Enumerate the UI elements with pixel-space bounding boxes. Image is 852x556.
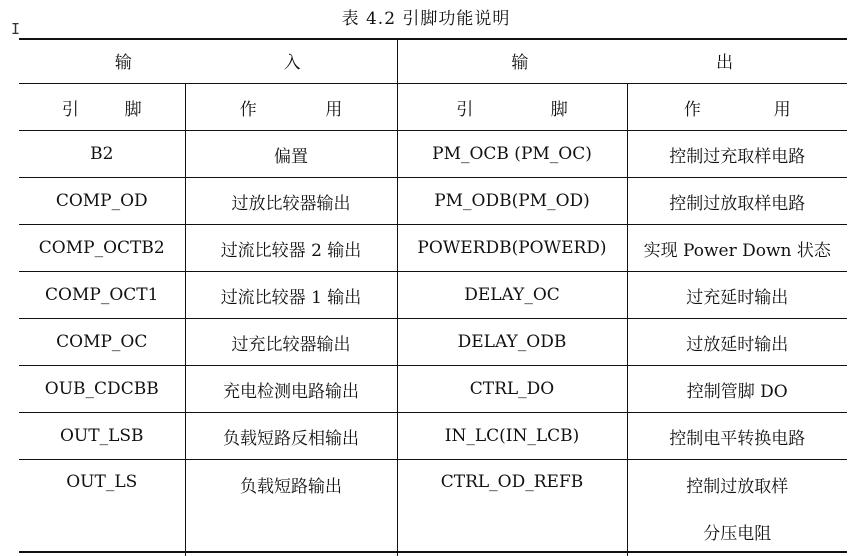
- table-bottom-rule: [19, 551, 847, 553]
- output-function-cell: 实现 Power Down 状态: [627, 225, 847, 272]
- input-function-cell: 充电检测电路输出: [185, 366, 397, 413]
- header-output-pin: [397, 84, 627, 131]
- header-char: 引: [62, 95, 79, 120]
- table-row: [19, 319, 847, 366]
- table-row: [19, 225, 847, 272]
- header-input-pin: [19, 84, 185, 131]
- output-function-cell: [627, 460, 847, 556]
- output-function-cell: 控制过充取样电路: [627, 131, 847, 178]
- input-function-cell: 负载短路输出: [185, 460, 397, 556]
- output-function-cell: 控制管脚 DO: [627, 366, 847, 413]
- input-pin-cell: COMP_OC: [19, 319, 185, 366]
- header-row-group: [19, 38, 847, 84]
- table-row: [19, 366, 847, 413]
- header-input: [19, 38, 397, 84]
- header-char: 用: [325, 95, 342, 120]
- input-function-cell: 过充比较器输出: [185, 319, 397, 366]
- output-function-cell: 控制电平转换电路: [627, 413, 847, 460]
- input-pin-cell: COMP_OCT1: [19, 272, 185, 319]
- header-char: 脚: [125, 95, 142, 120]
- output-function-cell: 过放延时输出: [627, 319, 847, 366]
- output-pin-cell: DELAY_OC: [397, 272, 627, 319]
- text-cursor-icon: I: [11, 20, 20, 38]
- header-char: 用: [774, 95, 791, 120]
- input-function-cell: 过流比较器 2 输出: [185, 225, 397, 272]
- output-pin-cell: PM_OCB (PM_OC): [397, 131, 627, 178]
- output-pin-cell: CTRL_DO: [397, 366, 627, 413]
- input-pin-cell: OUT_LSB: [19, 413, 185, 460]
- header-char: 作: [684, 95, 701, 120]
- header-output-char-2: 出: [716, 48, 733, 73]
- header-char: 脚: [551, 95, 568, 120]
- header-input-function: [185, 84, 397, 131]
- input-function-cell: 负载短路反相输出: [185, 413, 397, 460]
- input-function-cell: 偏置: [185, 131, 397, 178]
- input-function-cell: 过放比较器输出: [185, 178, 397, 225]
- input-pin-cell: OUB_CDCBB: [19, 366, 185, 413]
- output-function-line-2: 分压电阻: [628, 519, 848, 544]
- header-char: 作: [240, 95, 257, 120]
- header-output-char-1: 输: [511, 48, 528, 73]
- table-row: [19, 178, 847, 225]
- table-row: [19, 131, 847, 178]
- input-function-cell: 过流比较器 1 输出: [185, 272, 397, 319]
- input-pin-cell: COMP_OCTB2: [19, 225, 185, 272]
- input-pin-cell: OUT_LS: [19, 460, 185, 556]
- input-pin-cell: COMP_OD: [19, 178, 185, 225]
- header-output: [397, 38, 847, 84]
- output-pin-cell: POWERDB(POWERD): [397, 225, 627, 272]
- pin-function-table: [19, 38, 847, 556]
- table-row: [19, 413, 847, 460]
- header-row-columns: [19, 84, 847, 131]
- table-row: [19, 272, 847, 319]
- output-pin-cell: DELAY_ODB: [397, 319, 627, 366]
- output-function-cell: 过充延时输出: [627, 272, 847, 319]
- table-caption: 表 4.2 引脚功能说明: [0, 4, 852, 29]
- header-input-char-2: 入: [284, 48, 301, 73]
- output-pin-cell: PM_ODB(PM_OD): [397, 178, 627, 225]
- header-char: 引: [456, 95, 473, 120]
- output-function-line-1: 控制过放取样: [628, 472, 848, 497]
- input-pin-cell: B2: [19, 131, 185, 178]
- output-pin-cell: CTRL_OD_REFB: [397, 460, 627, 556]
- output-pin-cell: IN_LC(IN_LCB): [397, 413, 627, 460]
- table-row: [19, 460, 847, 556]
- header-output-function: [627, 84, 847, 131]
- header-input-char-1: 输: [115, 48, 132, 73]
- output-function-cell: 控制过放取样电路: [627, 178, 847, 225]
